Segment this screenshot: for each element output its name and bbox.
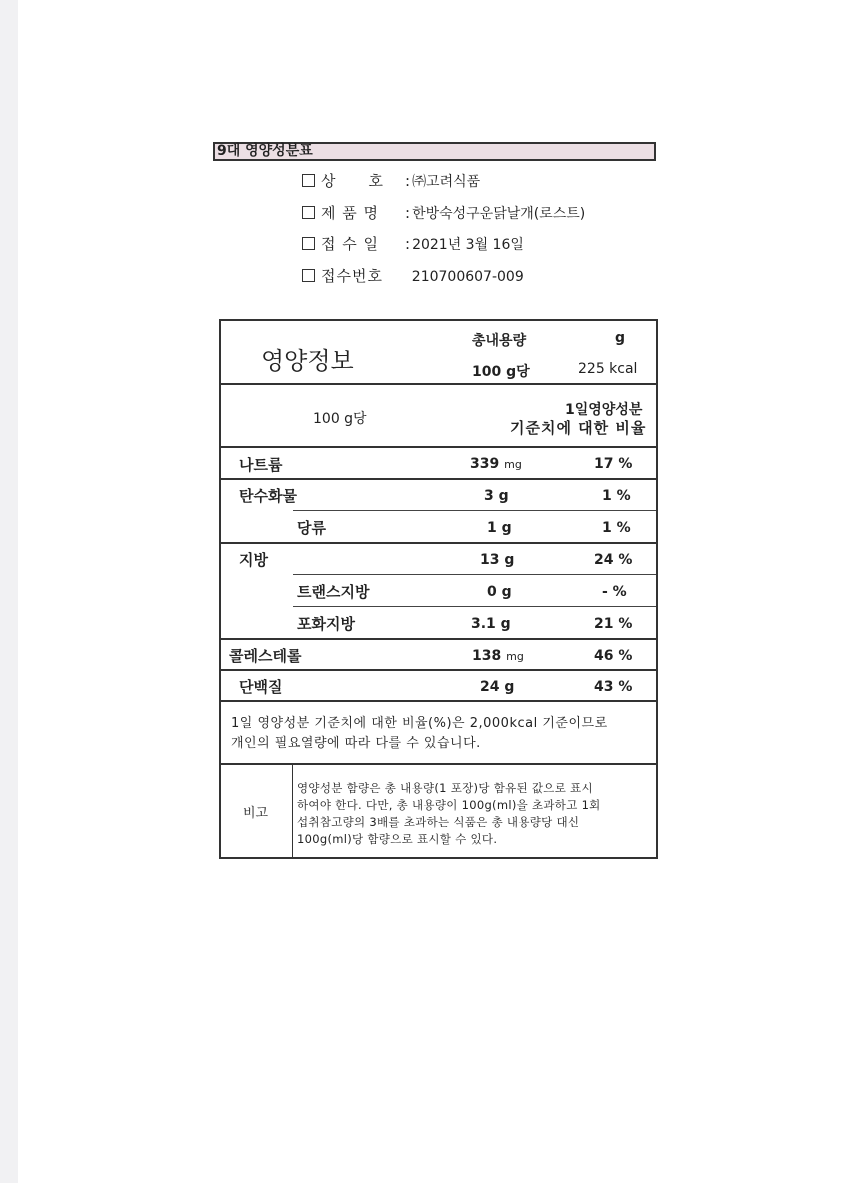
divider xyxy=(293,606,656,607)
info-company: 상 호 : ㈜고려식품 xyxy=(302,170,480,191)
info-value: 2021년 3월 16일 xyxy=(412,237,524,253)
nutrient-name: 지방 xyxy=(239,551,268,569)
nutrient-percent: 21 % xyxy=(594,616,633,632)
remark-line-4: 100g(ml)당 함량으로 표시할 수 있다. xyxy=(297,832,498,846)
nutrient-percent: - % xyxy=(602,584,627,600)
divider xyxy=(221,446,656,448)
document-title: 9대 영양성분표 xyxy=(213,142,656,161)
nutrient-amount: 339 mg xyxy=(470,456,522,472)
info-value: 한방숙성구운닭날개(로스트) xyxy=(412,206,586,222)
footnote-line-1: 1일 영양성분 기준치에 대한 비율(%)은 2,000kcal 기준이므로 xyxy=(231,716,608,731)
checkbox-icon xyxy=(302,174,315,187)
scan-page-edge xyxy=(0,0,18,1183)
divider xyxy=(221,638,656,640)
checkbox-icon xyxy=(302,237,315,250)
nutrient-amount: 24 g xyxy=(480,679,515,695)
total-content-label: 총내용량 xyxy=(472,333,527,349)
nutrient-amount: 13 g xyxy=(480,552,515,568)
info-receipt-number xyxy=(302,265,524,286)
remark-divider xyxy=(292,764,293,857)
remark-line-1: 영양성분 함량은 총 내용량(1 포장)당 함유된 값으로 표시 xyxy=(297,781,593,795)
nutrient-name: 콜레스테롤 xyxy=(229,647,302,665)
divider xyxy=(293,510,656,511)
info-date: 접 수 일 : 2021년 3월 16일 xyxy=(302,233,524,254)
calories-value: 225 kcal xyxy=(578,361,638,377)
info-product: 제 품 명 : 한방숙성구운닭날개(로스트) xyxy=(302,202,585,223)
info-label: 접수번호 xyxy=(321,267,383,285)
nutrient-percent: 24 % xyxy=(594,552,633,568)
column-ratio-label-1: 1일영양성분 xyxy=(565,402,643,418)
checkbox-icon xyxy=(302,206,315,219)
divider xyxy=(293,574,656,575)
divider xyxy=(221,542,656,544)
info-label: 접 수 일 xyxy=(321,235,380,253)
divider xyxy=(221,478,656,480)
nutrient-name: 포화지방 xyxy=(297,615,355,633)
info-label: 제 품 명 xyxy=(321,204,380,222)
info-value: ㈜고려식품 xyxy=(412,174,481,190)
footnote-line-2: 개인의 필요열량에 따라 다를 수 있습니다. xyxy=(231,736,481,751)
nutrient-amount: 138 mg xyxy=(472,648,524,664)
checkbox-icon xyxy=(302,269,315,282)
nutrient-percent: 43 % xyxy=(594,679,633,695)
divider xyxy=(221,669,656,671)
info-value: 210700607-009 xyxy=(411,269,524,285)
column-basis-label: 100 g당 xyxy=(313,411,367,427)
nutrient-percent: 17 % xyxy=(594,456,633,472)
nutrient-name: 트랜스지방 xyxy=(297,583,370,601)
nutrition-title: 영양정보 xyxy=(261,347,354,375)
nutrient-amount: 0 g xyxy=(487,584,512,600)
nutrient-percent: 46 % xyxy=(594,648,633,664)
divider xyxy=(221,700,656,702)
per-100g-label: 100 g당 xyxy=(472,364,530,380)
nutrient-percent: 1 % xyxy=(602,488,631,504)
remark-line-2: 하여야 한다. 다만, 총 내용량이 100g(ml)을 초과하고 1회 xyxy=(297,798,601,812)
remark-line-3: 섭취참고량의 3배를 초과하는 식품은 총 내용량당 대신 xyxy=(297,815,580,829)
nutrient-amount: 1 g xyxy=(487,520,512,536)
info-label: 상 호 xyxy=(321,172,384,190)
nutrient-name: 단백질 xyxy=(239,678,283,696)
nutrient-percent: 1 % xyxy=(602,520,631,536)
divider xyxy=(221,763,656,765)
divider xyxy=(221,383,656,385)
nutrient-amount: 3.1 g xyxy=(471,616,511,632)
nutrient-amount: 3 g xyxy=(484,488,509,504)
nutrient-name: 나트륨 xyxy=(239,456,283,474)
column-ratio-label-2: 기준치에 대한 비율 xyxy=(510,419,647,437)
nutrition-table xyxy=(219,319,658,859)
nutrient-name: 탄수화물 xyxy=(239,487,297,505)
remark-label: 비고 xyxy=(243,806,269,821)
nutrient-name: 당류 xyxy=(297,519,326,537)
total-content-unit: g xyxy=(615,330,626,346)
